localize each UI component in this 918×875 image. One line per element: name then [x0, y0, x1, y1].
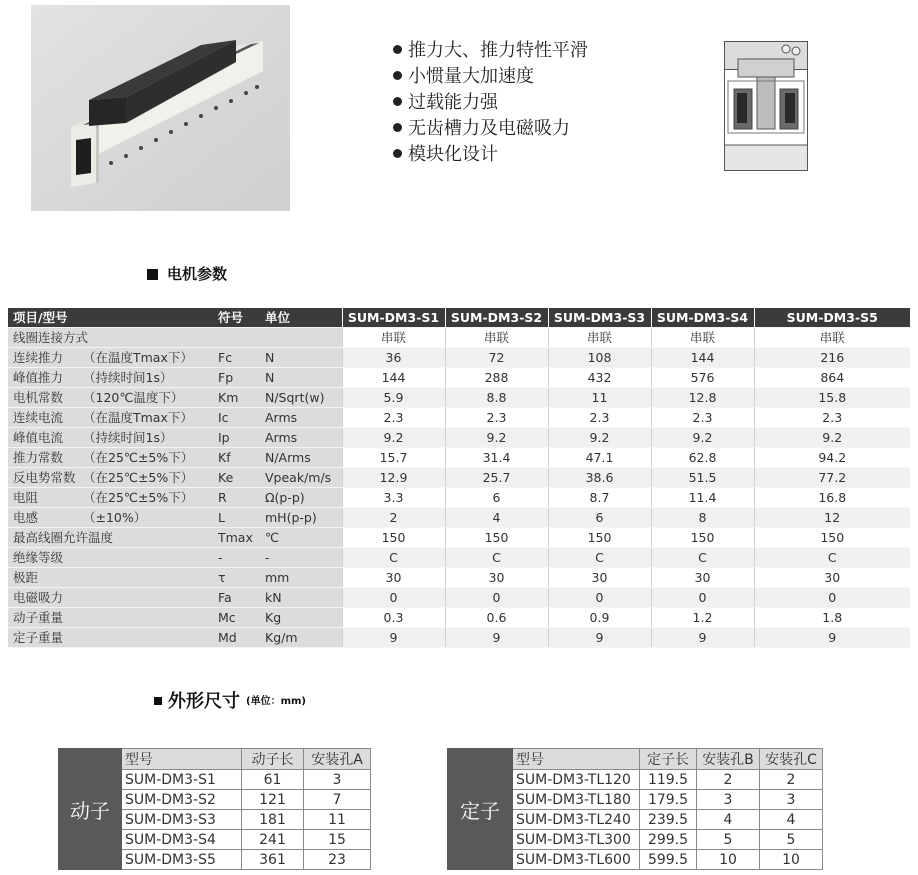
feature-item: 小惯量大加速度 [393, 64, 588, 90]
value-cell: 3 [697, 790, 760, 810]
value-cell: 10 [697, 850, 760, 870]
param-value: 30 [445, 568, 548, 588]
param-value: 9 [342, 628, 445, 648]
cross-section-drawing [724, 41, 808, 171]
param-value: 1.2 [651, 608, 754, 628]
param-value: 30 [754, 568, 910, 588]
header-model: SUM-DM3-S4 [651, 308, 754, 328]
param-item: 线圈连接方式 [13, 330, 89, 345]
stator-dimensions-table [447, 748, 823, 870]
param-value: 9 [651, 628, 754, 648]
param-item-cell [8, 588, 213, 608]
model-cell: SUM-DM3-S3 [122, 810, 242, 830]
param-value: 150 [548, 528, 651, 548]
param-value: 0.9 [548, 608, 651, 628]
param-value: C [445, 548, 548, 568]
param-item: 电磁吸力 [13, 590, 64, 605]
param-symbol: Mc [213, 608, 260, 628]
param-item: 最高线圈允许温度 [13, 530, 114, 545]
param-unit: - [260, 548, 342, 568]
param-value: 5.9 [342, 388, 445, 408]
param-value: 150 [342, 528, 445, 548]
param-unit: kN [260, 588, 342, 608]
param-symbol: R [213, 488, 260, 508]
param-note: （在25℃±5%下） [83, 470, 194, 485]
param-value: 串联 [445, 328, 548, 348]
param-row [8, 408, 910, 428]
param-note: （±10%） [83, 510, 147, 525]
param-value: 864 [754, 368, 910, 388]
param-item-cell [8, 508, 213, 528]
param-row [8, 488, 910, 508]
param-item: 绝缘等级 [13, 550, 64, 565]
param-value: C [754, 548, 910, 568]
param-symbol: τ [213, 568, 260, 588]
param-row [8, 508, 910, 528]
value-cell: 299.5 [640, 830, 697, 850]
param-value: 9.2 [651, 428, 754, 448]
dimensions-title: 外形尺寸 (单位：mm) [154, 687, 306, 713]
value-cell: 239.5 [640, 810, 697, 830]
feature-item: 模块化设计 [393, 142, 588, 168]
param-item: 定子重量 [13, 630, 64, 645]
param-value: 9.2 [445, 428, 548, 448]
param-unit: N [260, 348, 342, 368]
header-unit: 单位 [260, 308, 342, 328]
param-item-cell [8, 408, 213, 428]
param-unit: Vpeak/m/s [260, 468, 342, 488]
value-cell: 361 [242, 850, 304, 870]
param-value: 2.3 [754, 408, 910, 428]
param-item-cell [8, 468, 213, 488]
param-row [8, 428, 910, 448]
motor-params-title: 电机参数 [147, 263, 227, 284]
param-value: 25.7 [445, 468, 548, 488]
param-value: 3.3 [342, 488, 445, 508]
param-value: 0 [445, 588, 548, 608]
param-value: 150 [651, 528, 754, 548]
feature-item: 无齿槽力及电磁吸力 [393, 116, 588, 142]
bullet-icon [393, 45, 402, 54]
param-item: 电机常数 [13, 390, 64, 405]
model-cell: SUM-DM3-TL180 [513, 790, 640, 810]
table-header-row [8, 308, 910, 328]
param-row [8, 608, 910, 628]
header-item: 项目/型号 [8, 308, 213, 328]
param-value: 30 [548, 568, 651, 588]
header-model: 型号 [513, 749, 640, 770]
header-hole-b: 安装孔B [697, 749, 760, 770]
param-row [8, 348, 910, 368]
table-header-row [59, 749, 371, 770]
param-value: 9.2 [754, 428, 910, 448]
param-item: 连续电流 [13, 410, 64, 425]
value-cell: 121 [242, 790, 304, 810]
param-symbol: Tmax [213, 528, 260, 548]
param-value: 串联 [651, 328, 754, 348]
param-symbol: Fa [213, 588, 260, 608]
header-symbol: 符号 [213, 308, 260, 328]
model-cell: SUM-DM3-S4 [122, 830, 242, 850]
param-value: 16.8 [754, 488, 910, 508]
param-item-cell [8, 608, 213, 628]
param-value: 8 [651, 508, 754, 528]
param-unit: Kg/m [260, 628, 342, 648]
square-bullet-icon [147, 269, 158, 280]
param-note: （120℃温度下） [83, 390, 184, 405]
param-item: 峰值电流 [13, 430, 64, 445]
feature-item: 推力大、推力特性平滑 [393, 38, 588, 64]
param-value: 0 [754, 588, 910, 608]
param-value: 0 [342, 588, 445, 608]
param-unit: Kg [260, 608, 342, 628]
model-cell: SUM-DM3-TL600 [513, 850, 640, 870]
param-item: 动子重量 [13, 610, 64, 625]
param-value: 432 [548, 368, 651, 388]
param-value: 94.2 [754, 448, 910, 468]
value-cell: 119.5 [640, 770, 697, 790]
param-value: 6 [445, 488, 548, 508]
param-value: 576 [651, 368, 754, 388]
param-value: C [342, 548, 445, 568]
param-unit: mm [260, 568, 342, 588]
param-value: 6 [548, 508, 651, 528]
param-value: 108 [548, 348, 651, 368]
header-model: SUM-DM3-S1 [342, 308, 445, 328]
param-item: 电感 [13, 510, 39, 525]
value-cell: 11 [304, 810, 371, 830]
param-row [8, 588, 910, 608]
param-symbol: Kf [213, 448, 260, 468]
param-item-cell [8, 548, 213, 568]
param-item: 连续推力 [13, 350, 64, 365]
param-value: 38.6 [548, 468, 651, 488]
param-value: 36 [342, 348, 445, 368]
param-row [8, 328, 910, 348]
param-unit: N/Sqrt(w) [260, 388, 342, 408]
param-item-cell [8, 488, 213, 508]
param-item-cell [8, 428, 213, 448]
param-value: 8.8 [445, 388, 548, 408]
feature-list [393, 38, 588, 168]
bullet-icon [393, 149, 402, 158]
value-cell: 3 [304, 770, 371, 790]
param-value: C [651, 548, 754, 568]
param-value: 150 [445, 528, 548, 548]
param-unit: Arms [260, 408, 342, 428]
param-item-cell [8, 448, 213, 468]
param-value: 11.4 [651, 488, 754, 508]
mover-dimensions-table [58, 748, 371, 870]
param-value: 51.5 [651, 468, 754, 488]
param-item: 极距 [13, 570, 39, 585]
value-cell: 23 [304, 850, 371, 870]
param-item-cell [8, 628, 213, 648]
param-row [8, 628, 910, 648]
param-value: 2.3 [548, 408, 651, 428]
param-item: 反电势常数 [13, 470, 76, 485]
value-cell: 4 [697, 810, 760, 830]
param-note: （持续时间1s） [83, 430, 173, 445]
param-symbol: Md [213, 628, 260, 648]
header-length: 动子长 [242, 749, 304, 770]
model-cell: SUM-DM3-S2 [122, 790, 242, 810]
param-item: 电阻 [13, 490, 39, 505]
param-value: 216 [754, 348, 910, 368]
motor-params-table [8, 308, 910, 648]
param-note: （持续时间1s） [83, 370, 173, 385]
param-unit: N [260, 368, 342, 388]
param-value: 串联 [754, 328, 910, 348]
header-length: 定子长 [640, 749, 697, 770]
value-cell: 15 [304, 830, 371, 850]
param-value: 77.2 [754, 468, 910, 488]
param-row [8, 448, 910, 468]
product-photo [31, 5, 290, 211]
param-value: 12 [754, 508, 910, 528]
mover-label: 动子 [59, 749, 122, 870]
param-symbol: L [213, 508, 260, 528]
param-symbol: Km [213, 388, 260, 408]
value-cell: 2 [760, 770, 823, 790]
param-row [8, 528, 910, 548]
param-value: 8.7 [548, 488, 651, 508]
param-value: 72 [445, 348, 548, 368]
header-model: 型号 [122, 749, 242, 770]
value-cell: 4 [760, 810, 823, 830]
param-value: 2 [342, 508, 445, 528]
param-symbol [213, 328, 260, 348]
param-row [8, 548, 910, 568]
param-value: 串联 [548, 328, 651, 348]
param-value: 0 [548, 588, 651, 608]
param-value: 62.8 [651, 448, 754, 468]
param-value: 12.8 [651, 388, 754, 408]
param-value: 1.8 [754, 608, 910, 628]
param-value: 串联 [342, 328, 445, 348]
param-unit: Arms [260, 428, 342, 448]
param-value: 9.2 [342, 428, 445, 448]
param-row [8, 468, 910, 488]
param-item-cell [8, 368, 213, 388]
param-symbol: Fp [213, 368, 260, 388]
header-model: SUM-DM3-S2 [445, 308, 548, 328]
param-value: C [548, 548, 651, 568]
param-unit: mH(p-p) [260, 508, 342, 528]
header-hole-c: 安装孔C [760, 749, 823, 770]
value-cell: 61 [242, 770, 304, 790]
param-unit: ℃ [260, 528, 342, 548]
param-value: 150 [754, 528, 910, 548]
param-item-cell [8, 348, 213, 368]
param-value: 0.3 [342, 608, 445, 628]
value-cell: 5 [760, 830, 823, 850]
param-item-cell [8, 328, 213, 348]
bullet-icon [393, 71, 402, 80]
model-cell: SUM-DM3-TL240 [513, 810, 640, 830]
param-value: 2.3 [445, 408, 548, 428]
param-symbol: - [213, 548, 260, 568]
header-model: SUM-DM3-S5 [754, 308, 910, 328]
param-value: 0 [651, 588, 754, 608]
model-cell: SUM-DM3-TL300 [513, 830, 640, 850]
value-cell: 179.5 [640, 790, 697, 810]
param-value: 144 [342, 368, 445, 388]
param-symbol: Ke [213, 468, 260, 488]
param-item-cell [8, 568, 213, 588]
param-value: 12.9 [342, 468, 445, 488]
param-item: 推力常数 [13, 450, 64, 465]
value-cell: 181 [242, 810, 304, 830]
table-header-row [448, 749, 823, 770]
value-cell: 7 [304, 790, 371, 810]
param-item-cell [8, 388, 213, 408]
param-row [8, 568, 910, 588]
value-cell: 2 [697, 770, 760, 790]
param-row [8, 368, 910, 388]
header-hole-a: 安装孔A [304, 749, 371, 770]
param-value: 31.4 [445, 448, 548, 468]
param-unit [260, 328, 342, 348]
param-value: 288 [445, 368, 548, 388]
param-value: 2.3 [651, 408, 754, 428]
param-row [8, 388, 910, 408]
param-note: （在25℃±5%下） [83, 450, 194, 465]
param-value: 0.6 [445, 608, 548, 628]
param-value: 11 [548, 388, 651, 408]
param-symbol: Fc [213, 348, 260, 368]
square-bullet-icon [154, 697, 162, 705]
value-cell: 10 [760, 850, 823, 870]
param-note: （在温度Tmax下） [83, 350, 193, 365]
param-value: 15.7 [342, 448, 445, 468]
param-symbol: Ic [213, 408, 260, 428]
value-cell: 241 [242, 830, 304, 850]
model-cell: SUM-DM3-S1 [122, 770, 242, 790]
model-cell: SUM-DM3-S5 [122, 850, 242, 870]
value-cell: 3 [760, 790, 823, 810]
stator-label: 定子 [448, 749, 513, 870]
param-value: 30 [342, 568, 445, 588]
param-value: 9 [548, 628, 651, 648]
param-value: 9 [754, 628, 910, 648]
bullet-icon [393, 123, 402, 132]
feature-item: 过载能力强 [393, 90, 588, 116]
model-cell: SUM-DM3-TL120 [513, 770, 640, 790]
value-cell: 599.5 [640, 850, 697, 870]
header-model: SUM-DM3-S3 [548, 308, 651, 328]
param-unit: N/Arms [260, 448, 342, 468]
param-value: 9.2 [548, 428, 651, 448]
param-item: 峰值推力 [13, 370, 64, 385]
param-value: 144 [651, 348, 754, 368]
param-value: 30 [651, 568, 754, 588]
param-unit: Ω(p-p) [260, 488, 342, 508]
param-value: 9 [445, 628, 548, 648]
param-item-cell [8, 528, 213, 548]
param-note: （在温度Tmax下） [83, 410, 193, 425]
bullet-icon [393, 97, 402, 106]
param-value: 4 [445, 508, 548, 528]
param-symbol: Ip [213, 428, 260, 448]
param-value: 15.8 [754, 388, 910, 408]
value-cell: 5 [697, 830, 760, 850]
param-note: （在25℃±5%下） [83, 490, 194, 505]
param-value: 2.3 [342, 408, 445, 428]
param-value: 47.1 [548, 448, 651, 468]
